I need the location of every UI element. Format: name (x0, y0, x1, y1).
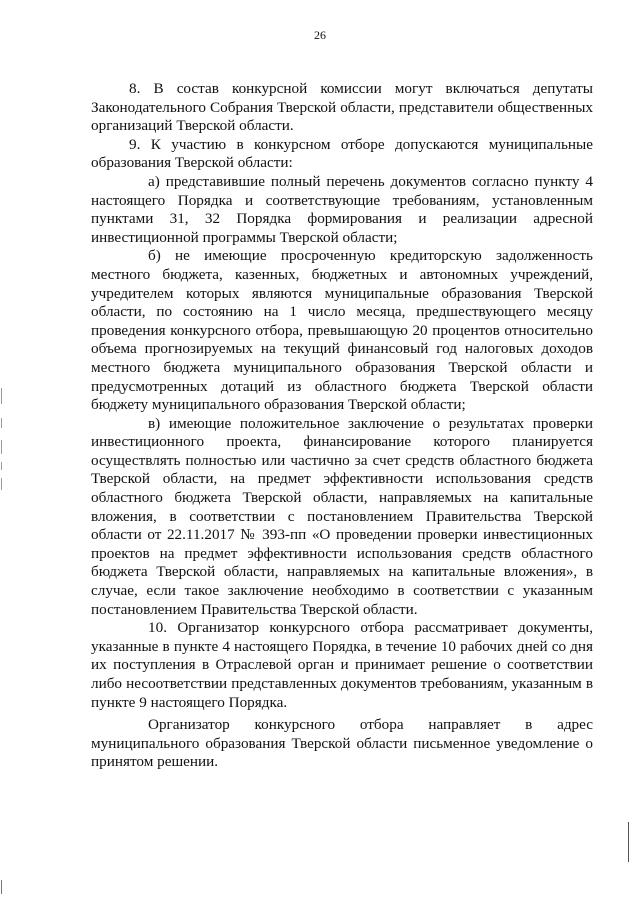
document-body (91, 80, 593, 772)
paragraph-notification: Организатор конкурсного отбора направляет в адрес муниципального образования Тверской области письменное уведомление о принятом решении. (91, 716, 593, 771)
paragraph-9c-conclusion: в) имеющие положительное заключение о результатах проверки инвестиционного проекта, финансирование которого планируется осуществлять полностью или частично за счет средств областного бюджета Тверской области, на предмет эффективности использования средств областного бюджета Тверской области, направляемых на капитальные вложения, в соответствии с постановлением Правительства Тверской области от 22.11.2017 № 393-пп «О проведении проверки инвестиционных проектов на предмет эффективности использования средств областного бюджета Тверской области, направляемых на капитальные вложения», в случае, если такое заключение необходимо в соответствии с указанным постановлением Правительства Тверской области. (91, 414, 593, 618)
paragraph-9a-documents: а) представившие полный перечень документов согласно пункту 4 настоящего Порядка и соответствующие требованиям, установленным пунктами 31, 32 Порядка формирования и реализации адресной инвестиционной программы Тверской области; (91, 172, 593, 246)
scan-margin-mark (1, 388, 2, 404)
paragraph-8-commission-members: 8. В состав конкурсной комиссии могут включаться депутаты Законодательного Собрания Тверской области, представители общественных организаций Тверской области. (91, 80, 593, 135)
scan-margin-mark (1, 462, 2, 470)
paragraph-9-admission: 9. К участию в конкурсном отборе допускаются муниципальные образования Тверской области: (91, 135, 593, 172)
scan-margin-mark (1, 478, 2, 490)
scan-margin-mark (628, 822, 629, 862)
scan-margin-mark (1, 418, 2, 428)
scan-margin-mark (1, 880, 2, 894)
page-number: 26 (314, 28, 326, 42)
paragraph-9b-debt: б) не имеющие просроченную кредиторскую задолженность местного бюджета, казенных, бюджетных и автономных учреждений, учредителем которых являются муниципальные образования Тверской области, по состоянию на 1 число месяца, предшествующего месяцу проведения конкурсного отбора, превышающую 20 процентов относительно объема прогнозируемых на текущий финансовый год налоговых доходов местного бюджета муниципального образования Тверской области и предусмотренных дотаций из областного бюджета Тверской области бюджету муниципального образования Тверской области; (91, 247, 593, 414)
scan-margin-mark (1, 440, 2, 454)
paragraph-10-review: 10. Организатор конкурсного отбора рассматривает документы, указанные в пункте 4 настоящего Порядка, в течение 10 рабочих дней со дня их поступления в Отраслевой орган и принимает решение о соответствии либо несоответствии представленных документов требованиям, указанным в пункте 9 настоящего Порядка. (91, 619, 593, 711)
